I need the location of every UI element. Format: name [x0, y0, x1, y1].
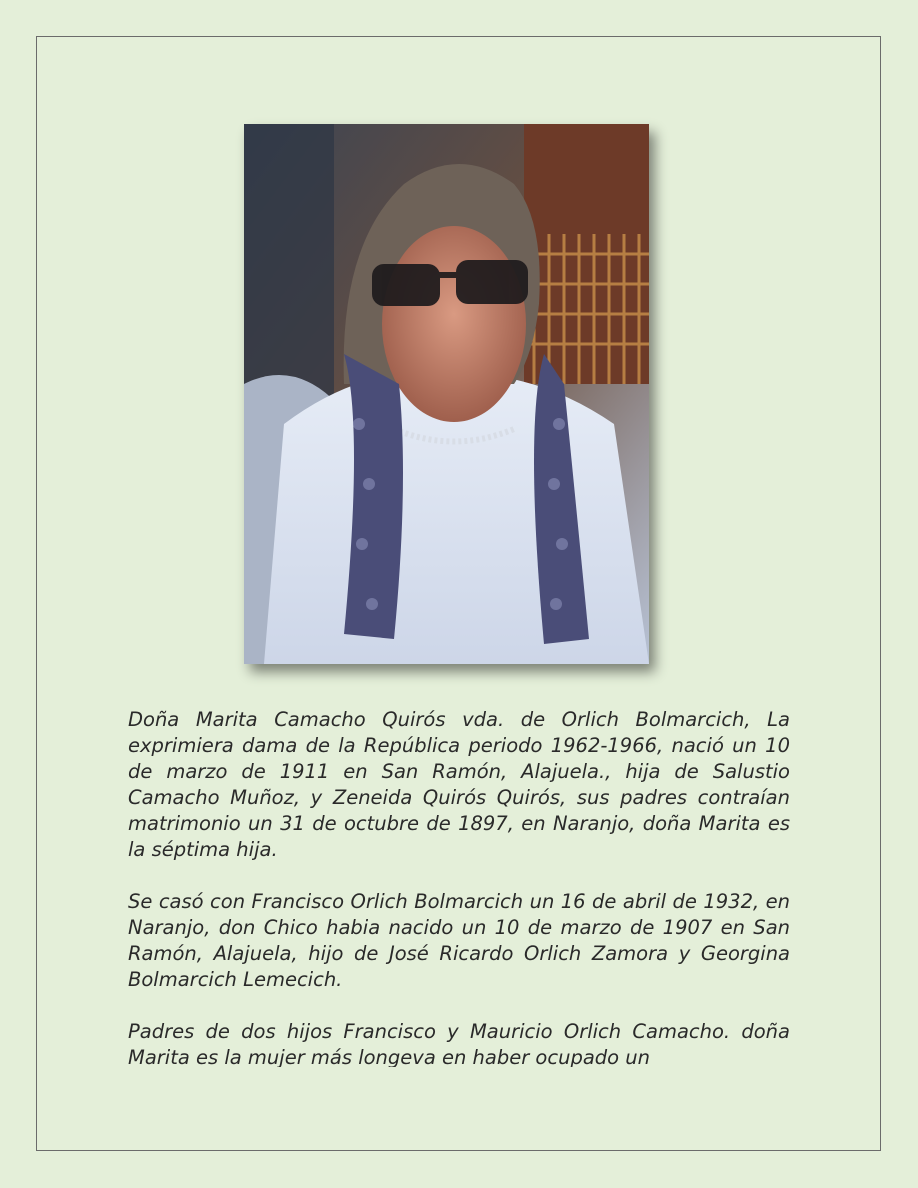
portrait-photo	[244, 124, 649, 664]
biography-text	[128, 707, 790, 1067]
paragraph-2: Se casó con Francisco Orlich Bolmarcich un 16 de abril de 1932, en Naranjo, don Chico habia nacido un 10 de marzo de 1907 en San Ramón, Alajuela, hijo de José Ricardo Orlich Zamora y Georgina Bolmarcich Lemecich.	[128, 890, 790, 991]
paragraph-1: Doña Marita Camacho Quirós vda. de Orlich Bolmarcich, La exprimiera dama de la República periodo 1962-1966, nació un 10 de marzo de 1911 en San Ramón, Alajuela., hija de Salustio Camacho Muñoz, y Zeneida Quirós Quirós, sus padres contraían matrimonio un 31 de octubre de 1897, en Naranjo, doña Marita es la séptima hija.	[128, 708, 790, 861]
paragraph-3: Padres de dos hijos Francisco y Mauricio Orlich Camacho. doña Marita es la mujer más longeva en haber ocupado un	[128, 1020, 790, 1067]
portrait-illustration	[244, 124, 649, 664]
